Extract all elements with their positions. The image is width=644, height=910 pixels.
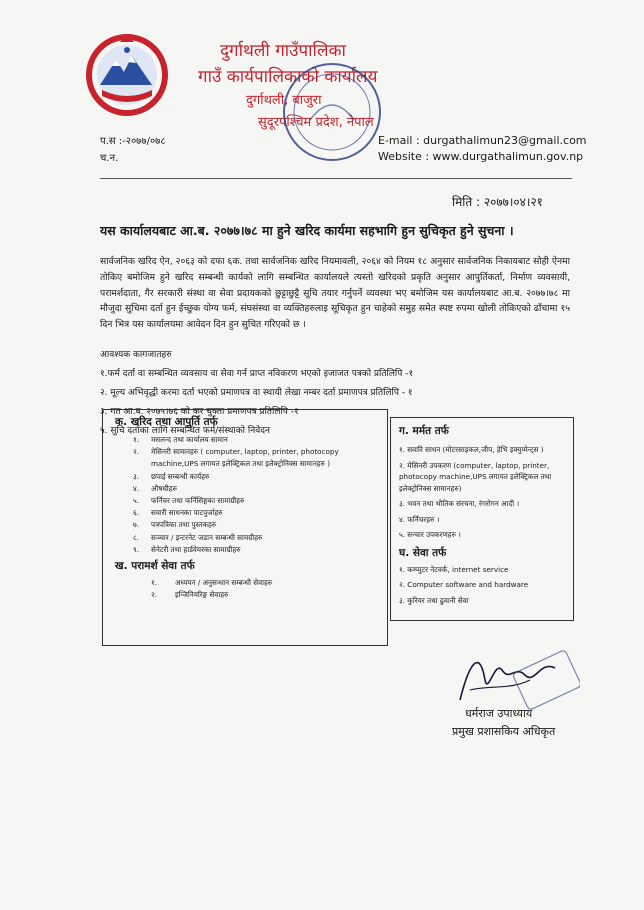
nepal-emblem-icon [82,30,172,120]
category-heading: ख. परामर्श सेवा तर्फ [115,560,195,573]
procurement-categories-box [102,409,388,646]
document-item: १.फर्म दर्ता वा सम्बन्धित व्यवसाय वा सेवा गर्न प्राप्त नविकरण भएको इजाजत पत्रको प्रतिलिपि -१ [100,369,414,379]
document-item: ३. गत आ.ब. २०७५।७६ को कर चुक्ता प्रमाणपत्र प्रतिलिपि -१ [100,407,299,417]
office-address: दुर्गाथली, बाजुरा [246,93,322,108]
list-item: ३. छपाई सम्बन्धी कार्यहरु [133,471,210,481]
category-heading: घ. सेवा तर्फ [399,546,447,559]
list-item: १. कम्प्युटर नेटवर्क, internet service [399,564,509,574]
list-item: २. मेसिनरी उपकरण (computer, laptop, printer, photocopy machine,UPS लगायत इलेक्ट्रिकल तथा इलेक्ट्रोनिक्स सामानहरु) [399,460,552,493]
list-item: २. Computer software and hardware [399,580,529,589]
website-text: Website : www.durgathalimun.gov.np [378,150,584,163]
header-divider [100,178,572,179]
list-item: ५. फर्निचर तथा फर्निसिङ्गका सामाग्रीहरु [133,496,245,506]
signatory-title: प्रमुख प्रशासकिय अधिकृत [452,725,556,738]
list-item: ३. भवन तथा भौतिक संरचना, रंगरोगन आदी । [399,499,520,508]
list-item: १. मसलन्द तथा कार्यालय सामान [133,435,228,444]
list-item: ९. सेनेटरी तथा हार्डवेयरका सामाग्रीहरु [133,544,241,554]
reference-number: प.स :-२०७७/०७८ [100,136,166,147]
list-item: ७. पत्रपत्रिका तथा पुस्तकहरु [133,520,217,530]
category-heading: ग. मर्मत तर्फ [399,425,449,437]
document-item: २. मूल्य अभिवृद्धी करमा दर्ता भएको प्रमाणपत्र वा स्थायी लेखा नम्बर दर्ता प्रमाणपत्र प्रतिलिपि - १ [100,388,413,398]
repair-service-categories-box [390,417,574,621]
office-name: गाउँ कार्यपालिकाको कार्यालय [198,67,378,87]
org-name: दुर्गाथली गाउँपालिका [220,41,346,61]
list-item: २. इन्जिनियरिङ्ग सेवाहरु [151,590,229,600]
category-list [399,564,567,607]
list-item: ३. कुरियर तथा ढुवानी सेवा [399,595,469,605]
notice-body: सार्वजनिक खरिद ऐन, २०६३ को दफा ६क. तथा सार्वजनिक खरिद नियमावली, २०६४ को नियम १८ अनुसार सार्वजनिक निकायबाट सोही ऐनमा तोकिए बमोजिम हुने खरिद सम्बन्धी कार्यको लागि सम्बन्धित कार्यालयले त्यस्तो खरिदको प्रकृति अनुसार आपुर्तिकर्ता, निर्माण व्यवसायी, परामर्शदाता, गैर सरकारी संस्था वा सेवा प्रदायकको छुट्टाछुट्टै सूचि तयार गर्नुपर्ने व्यवस्था भए बमोजिम यस कार्यालयबाट आ.ब. २०७७।७८ मा मौजुदा सुचिमा दर्ता हुन ईच्छुक योग्य फर्म, संघसंस्था वा व्यक्तिहरुलाइ सूचिकृत हुन चाहेको समुह समेत स्पष्ट रुपमा खोली तोकिएको ढाँचामा १५ दिन भित्र यस कार्यालयमा आवेदन दिन हुन सुचित गरिएको छ । [100,256,570,331]
list-item: ४. औषधीहरु [133,483,177,493]
notice-date: मिति : २०७७।०४।२१ [452,195,543,209]
province-name: सुदूरपश्चिम प्रदेश, नेपाल [258,115,374,130]
document-item: ५. सुचि दर्ताका लागि सम्बन्धित फर्म/संस्थाको निवेदन [100,426,270,436]
dispatch-number: च.न. [100,153,119,164]
category-list [151,577,387,601]
list-item: १. सवारि साधन (मोटरसाइकल,जीप, हेभि इक्युप्मेन्ट्स ) [399,445,544,454]
list-item: ४. फर्निचरहरु । [399,514,440,524]
category-heading: क. खरिद तथा आपुर्ति तर्फ [115,416,218,428]
email-text: E-mail : durgathalimun23@gmail.com [378,134,587,147]
list-item: ५. सन्चार उपकरणहरु । [399,530,461,539]
list-item: ८. सञ्चार / इन्टरनेट जडान सम्बन्धी सामग्रीहरु [133,532,263,542]
category-list [399,444,567,541]
office-stamp-icon [280,60,384,164]
list-item: machine,UPS लगायत इलेक्ट्रिकल तथा इलेक्ट्रोनिक्स सामानहरु ) [151,459,331,469]
list-item: ६. सवारी साधनका पाटपुर्जाहरु [133,508,223,518]
documents-heading: आवश्यक कागजातहरु [100,350,172,360]
list-item: २. मेसिनरी सामानहरु ( computer, laptop, printer, photocopy [133,447,339,457]
category-list [133,434,387,556]
notice-subject: यस कार्यालयबाट आ.ब. २०७७।७८ मा हुने खरिद कार्यमा सहभागि हुन सुचिकृत हुने सुचना । [100,223,514,238]
signatory-name: धर्मराज उपाध्याय [465,707,533,720]
list-item: १. अध्ययन / अनुसन्धान सम्बन्धी सेवाहरु [151,578,273,588]
